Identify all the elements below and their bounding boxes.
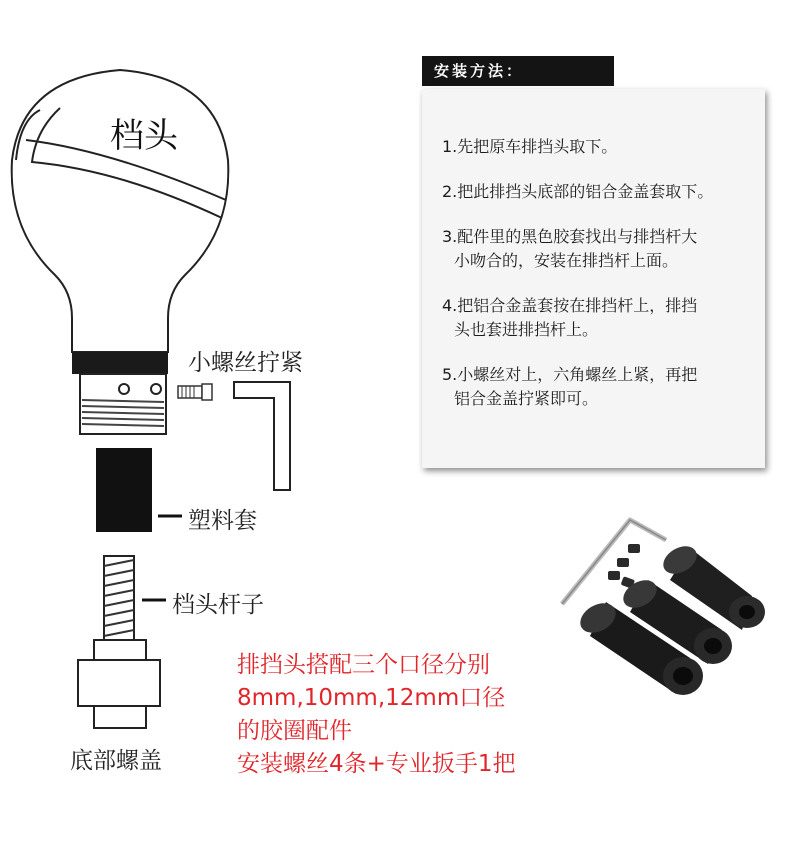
accessories-photo: [562, 520, 765, 695]
shaft-label: 档头杆子: [172, 592, 264, 618]
step-text: 3.配件里的黑色胶套找出与排挡杆大: [442, 227, 698, 246]
step-text: 5.小螺丝对上，六角螺丝上紧，再把: [442, 365, 698, 384]
install-step: [442, 135, 755, 159]
plastic-sleeve: [96, 448, 152, 532]
step-text-cont: 小吻合的，安装在排挡杆上面。: [454, 251, 679, 270]
step-text-cont: 铝合金盖拧紧即可。: [454, 389, 599, 408]
install-step: [442, 225, 755, 273]
step-text: 1.先把原车排挡头取下。: [442, 137, 618, 156]
screw-hole: [119, 384, 129, 394]
note-line: 的胶圈配件: [237, 718, 352, 744]
note-line: 8mm,10mm,12mm口径: [237, 685, 506, 711]
install-step: [442, 294, 755, 342]
accessory-note: [237, 649, 516, 781]
base-cap: [78, 660, 160, 706]
install-step: [442, 363, 755, 411]
install-step: [442, 180, 755, 204]
base-cap-top: [94, 640, 146, 660]
step-text: 4.把铝合金盖套按在排挡杆上，排挡: [442, 296, 698, 315]
small-screw: [178, 384, 212, 400]
note-line: 排挡头搭配三个口径分别: [237, 652, 490, 678]
base-cap-label: 底部螺盖: [70, 748, 162, 774]
step-text-cont: 头也套进排挡杆上。: [454, 320, 599, 339]
note-line: 安装螺丝4条+专业扳手1把: [237, 751, 516, 777]
install-panel: [422, 89, 765, 468]
step-text: 2.把此排挡头底部的铝合金盖套取下。: [442, 182, 714, 201]
sleeve-label: 塑料套: [188, 508, 257, 534]
hex-key: [234, 382, 290, 490]
knob-collar: [72, 352, 168, 374]
knob-label: 档头: [110, 116, 178, 156]
install-title: 安装方法：: [422, 56, 614, 86]
screw-hole: [151, 384, 161, 394]
base-cap-bottom: [94, 706, 146, 728]
screw-label: 小螺丝拧紧: [188, 350, 303, 376]
set-screws: [608, 544, 640, 589]
